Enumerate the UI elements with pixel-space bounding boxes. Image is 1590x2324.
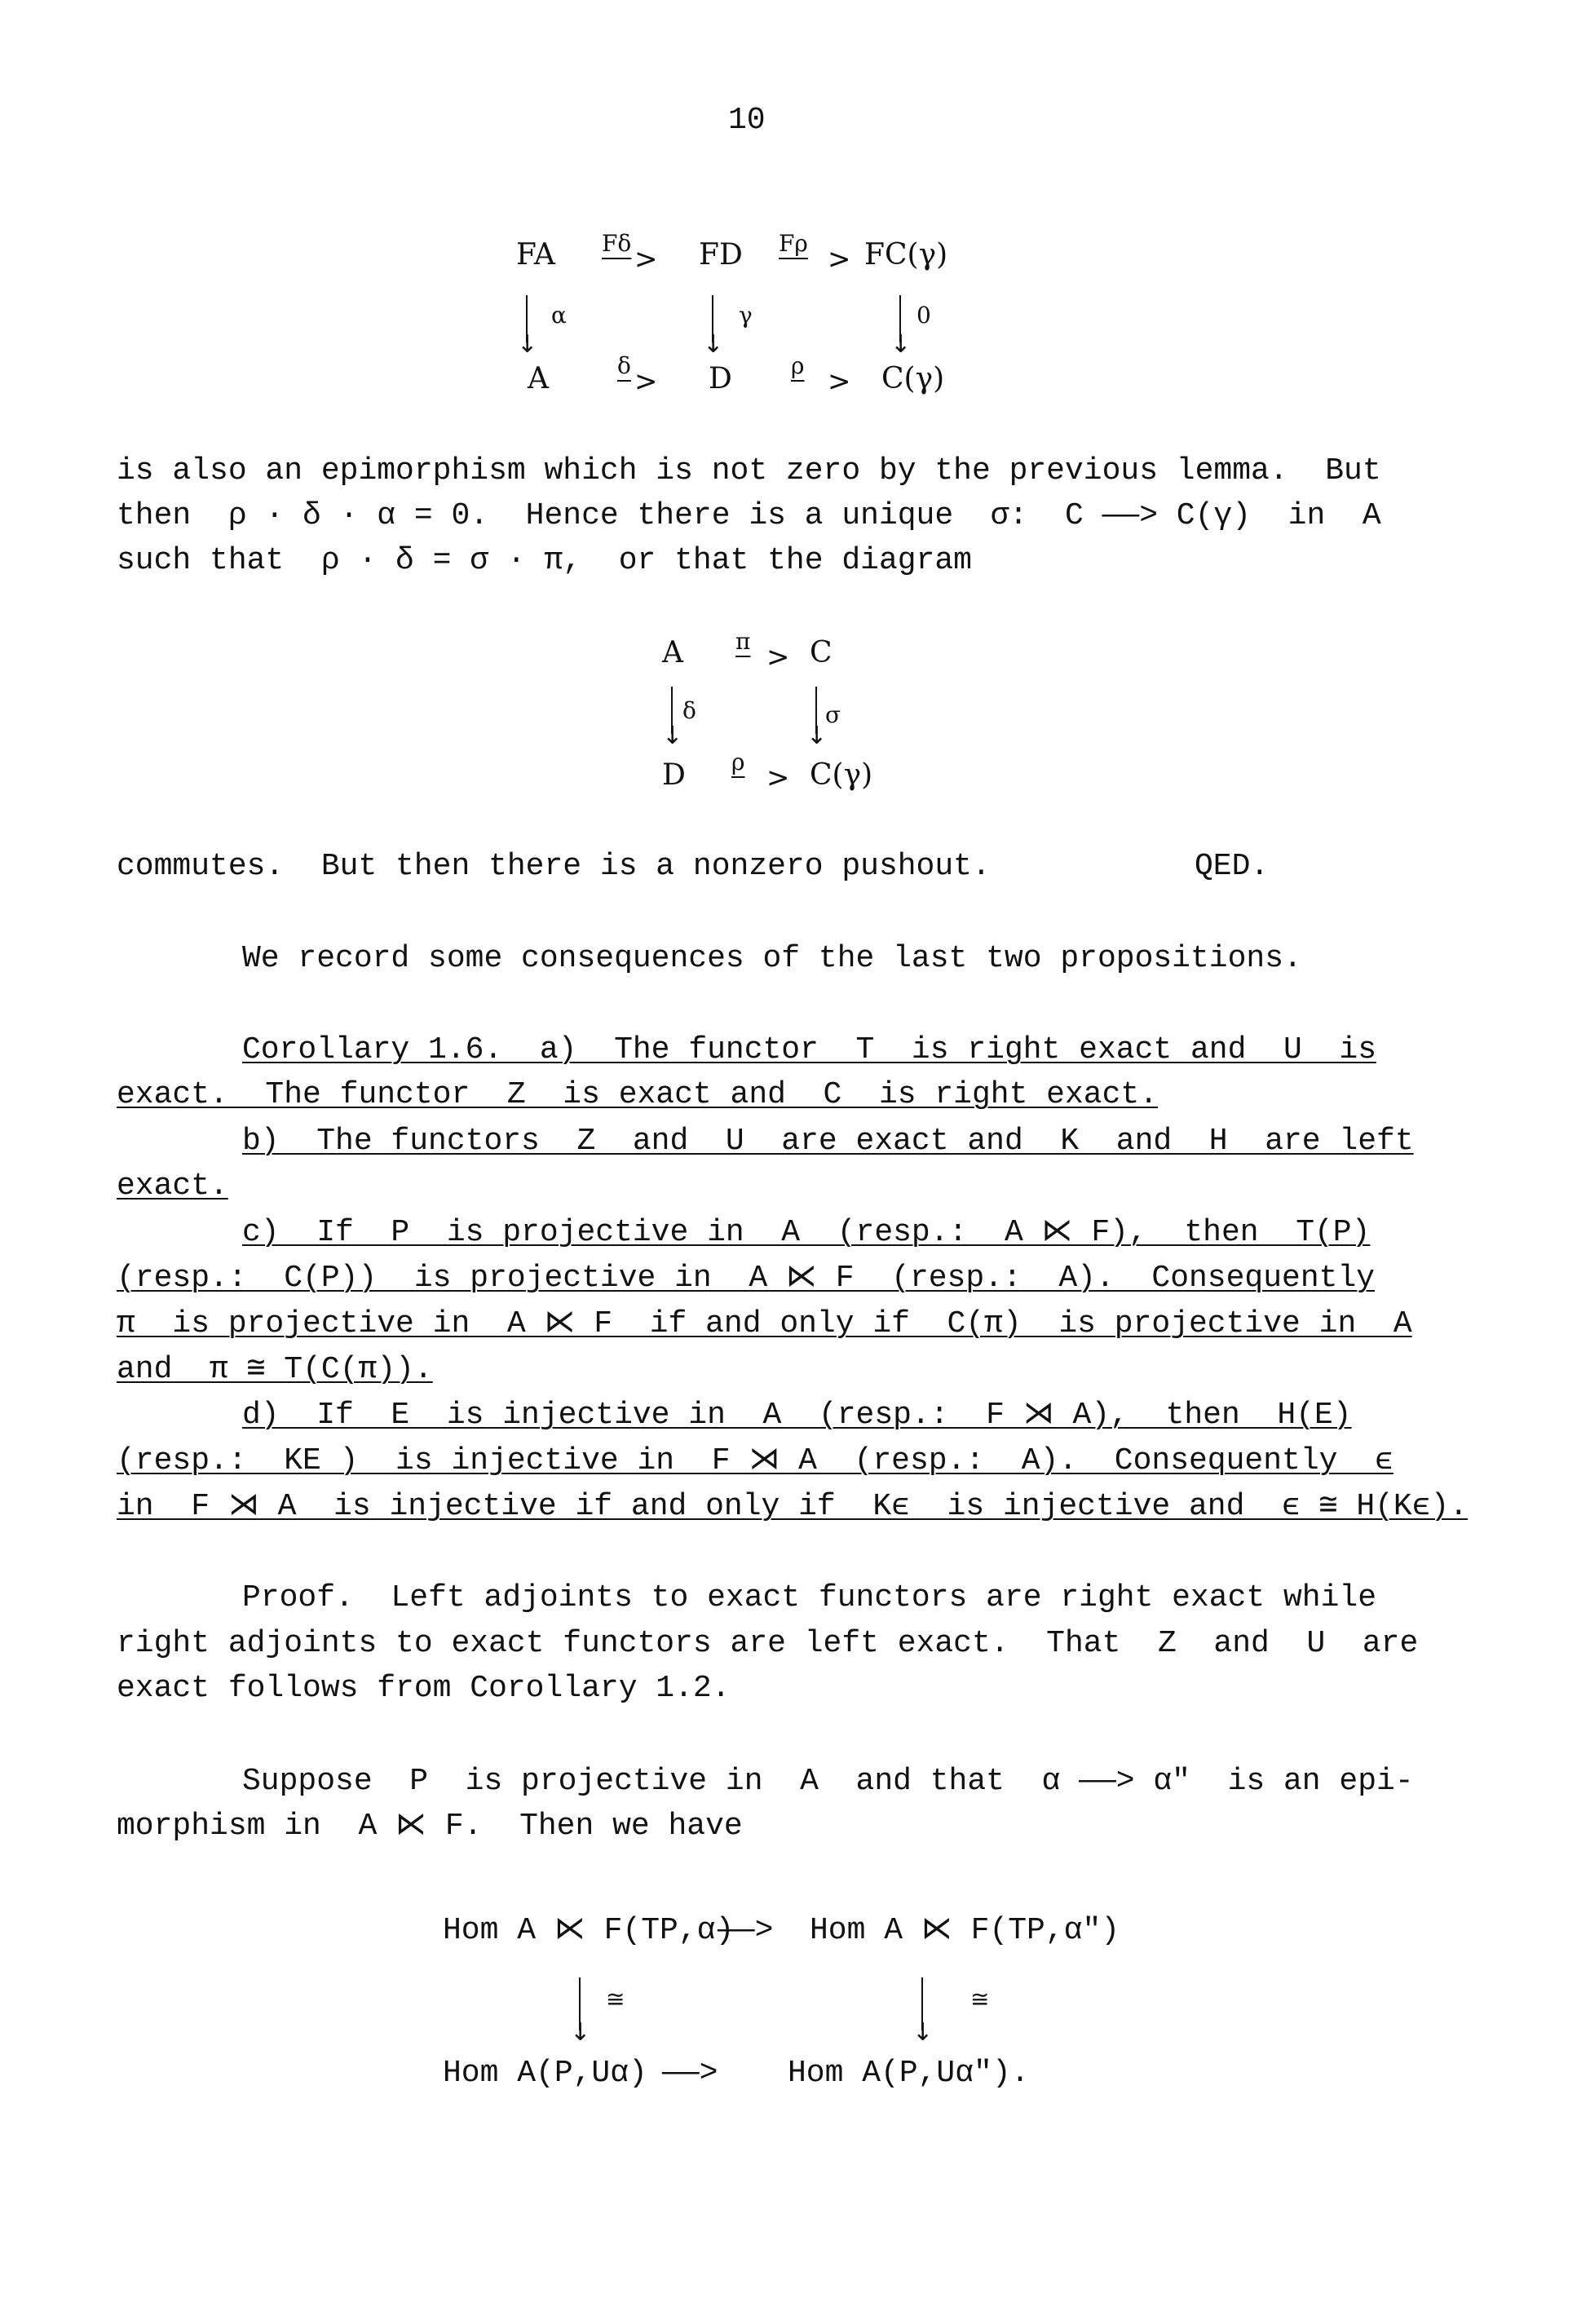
corollary-line: c) If P is projective in A (resp.: A ⋉ F), then T(P)	[242, 1215, 1371, 1250]
diagram2-arrow-2: >	[766, 762, 790, 794]
diagram3-arrowhead-2: ↓	[912, 2018, 934, 2047]
paragraph-line: such that ρ · δ = σ · π, or that the diagram	[117, 543, 972, 578]
paragraph-line: Suppose P is projective in A and that α ——> α" is an epi-	[242, 1764, 1414, 1799]
corollary-line: π is projective in A ⋉ F if and only if C(π) is projective in A	[117, 1306, 1412, 1341]
diagram2-arrow-label-pi: π	[735, 628, 751, 655]
diagram2-arrow-1: >	[766, 641, 790, 674]
proof-line: Proof. Left adjoints to exact functors are right exact while	[242, 1580, 1377, 1615]
diagram3-arrowhead-1: ↓	[570, 2018, 591, 2047]
paragraph-line: then ρ · δ · α = 0. Hence there is a unique σ: C ——> C(γ) in A	[117, 498, 1381, 533]
diagram1-arrow-label-Frho: Fρ	[779, 230, 808, 257]
proof-line: exact follows from Corollary 1.2.	[117, 1671, 731, 1706]
diagram1-arrowhead-2: ↓	[703, 330, 724, 359]
corollary-line: in F ⋊ A is injective if and only if Kϵ is injective and ϵ ≅ H(Kϵ).	[117, 1489, 1469, 1524]
diagram2-arrow-label-rho: ρ	[731, 749, 745, 775]
paragraph-line: We record some consequences of the last two propositions.	[242, 941, 1302, 976]
diagram3-top-left: Hom A ⋉ F(TP,α)	[443, 1913, 735, 1948]
diagram2-C: C	[810, 636, 833, 669]
diagram1-FCgamma: FC(γ)	[864, 238, 948, 272]
diagram2-arrowhead-1: ↓	[662, 722, 683, 750]
corollary-line: exact. The functor Z is exact and C is right exact.	[117, 1077, 1159, 1112]
diagram3-top-right: Hom A ⋉ F(TP,α")	[810, 1913, 1120, 1948]
diagram1-arrow-4: >	[828, 365, 851, 398]
diagram1-FA: FA	[516, 238, 555, 272]
diagram1-zero: 0	[916, 302, 931, 329]
paragraph-line: is also an epimorphism which is not zero by the previous lemma. But	[117, 453, 1381, 488]
diagram3-bottom-arrow: ——>	[662, 2056, 718, 2091]
diagram2-arrowhead-2: ↓	[806, 722, 828, 750]
qed-mark: QED.	[1195, 849, 1270, 884]
diagram1-arrow-label-Fdelta: Fδ	[602, 230, 632, 257]
diagram2-sigma: σ	[825, 701, 841, 728]
diagram1-D: D	[709, 362, 732, 395]
corollary-line: b) The functors Z and U are exact and K and H are left	[242, 1124, 1414, 1159]
diagram1-arrow-1: >	[634, 243, 658, 276]
diagram2-Cgamma: C(γ)	[810, 758, 873, 792]
diagram1-FD: FD	[699, 238, 743, 272]
corollary-line: (resp.: C(P)) is projective in A ⋉ F (resp.: A). Consequently	[117, 1261, 1376, 1296]
diagram1-arrow-2: >	[828, 243, 851, 276]
diagram1-gamma: γ	[739, 302, 753, 329]
diagram3-iso-2: ≅	[970, 1986, 990, 2013]
corollary-line: exact.	[117, 1169, 228, 1204]
diagram1-Cgamma: C(γ)	[881, 362, 945, 395]
proof-line: right adjoints to exact functors are left exact. That Z and U are	[117, 1626, 1419, 1661]
diagram3-bottom-right: Hom A(P,Uα").	[788, 2056, 1030, 2091]
diagram1-arrowhead-1: ↓	[517, 330, 538, 359]
corollary-line: (resp.: KE ) is injective in F ⋊ A (resp.: A). Consequently ϵ	[117, 1443, 1393, 1478]
paragraph-line: commutes. But then there is a nonzero pushout.	[117, 849, 991, 884]
diagram1-arrow-3: >	[634, 365, 658, 398]
diagram1-alpha: α	[551, 302, 567, 329]
corollary-line: d) If E is injective in A (resp.: F ⋊ A), then H(E)	[242, 1398, 1352, 1433]
corollary-line: and π ≅ T(C(π)).	[117, 1352, 433, 1387]
diagram1-arrowhead-3: ↓	[890, 330, 912, 359]
page-number: 10	[728, 103, 766, 138]
diagram2-A: A	[662, 636, 683, 669]
diagram1-arrow-label-rho: ρ	[791, 352, 805, 379]
diagram1-arrow-label-delta: δ	[617, 352, 631, 379]
diagram3-iso-1: ≅	[606, 1986, 625, 2013]
diagram2-D: D	[662, 758, 686, 792]
corollary-line: Corollary 1.6. a) The functor T is right exact and U is	[242, 1032, 1377, 1067]
diagram2-delta: δ	[682, 697, 696, 724]
diagram1-A: A	[528, 362, 549, 395]
diagram3-bottom-left: Hom A(P,Uα)	[443, 2056, 647, 2091]
paragraph-line: morphism in A ⋉ F. Then we have	[117, 1809, 743, 1844]
diagram3-top-arrow: ——>	[718, 1913, 774, 1948]
